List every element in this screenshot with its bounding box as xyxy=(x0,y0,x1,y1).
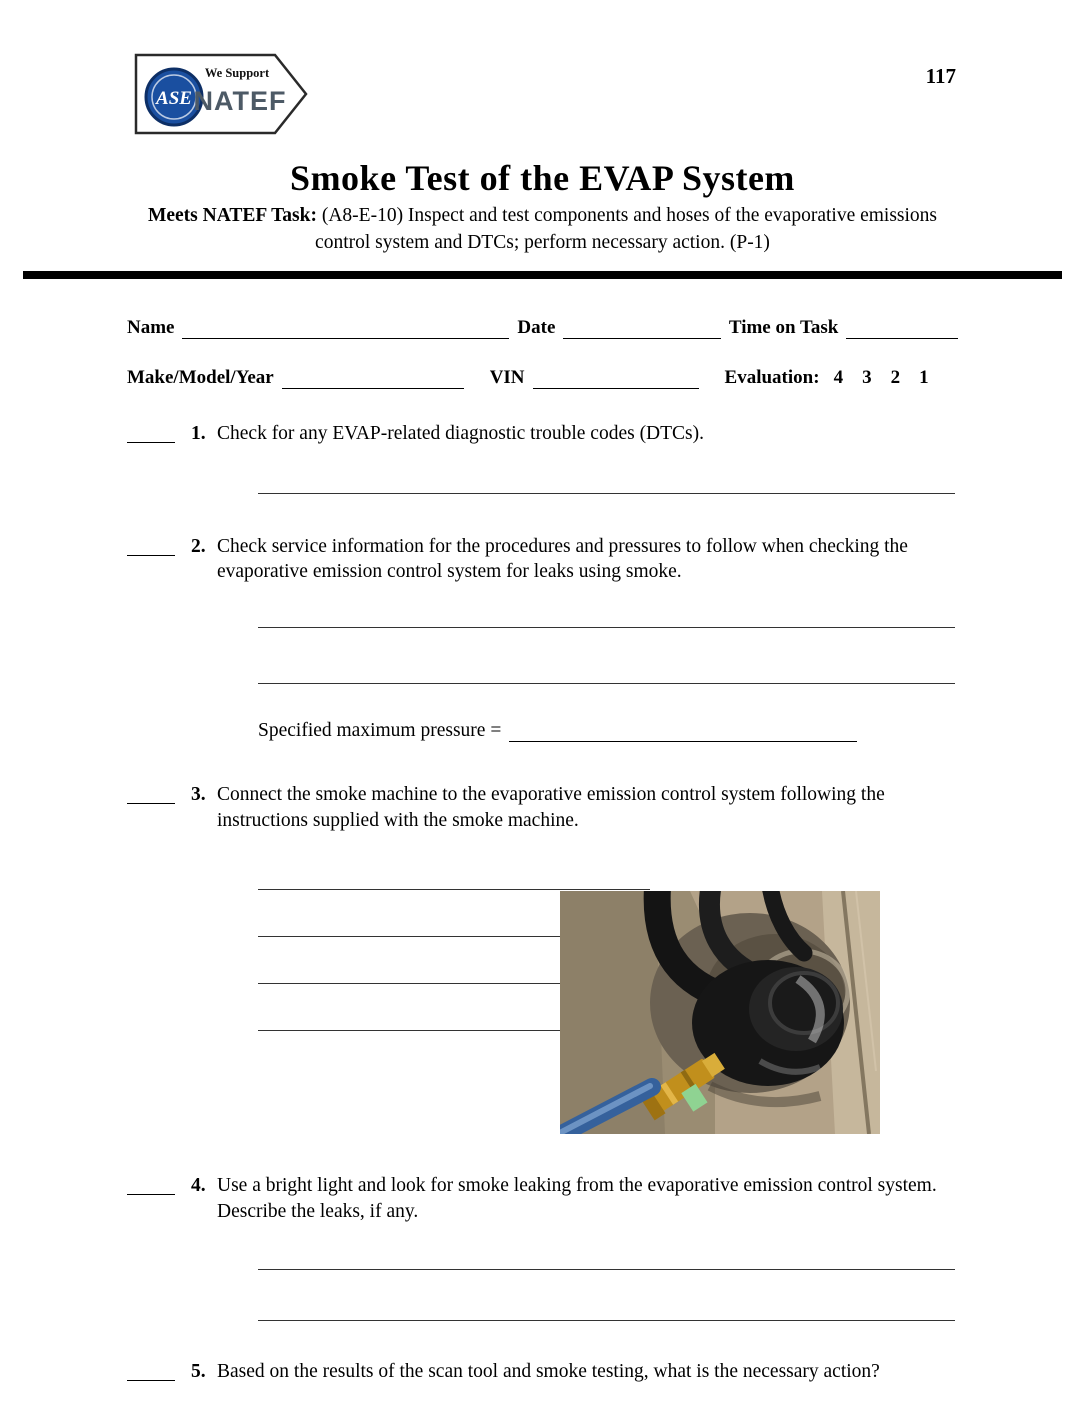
pressure-field-line xyxy=(509,722,857,742)
grade-blank-line xyxy=(127,421,175,443)
page-title: Smoke Test of the EVAP System xyxy=(290,158,795,198)
logo-brand-text: NATEF xyxy=(193,86,287,116)
time-on-task-field-line xyxy=(846,319,958,339)
item-3-answer-zone xyxy=(127,889,958,1149)
grade-blank-line xyxy=(127,1359,175,1381)
writing-line xyxy=(258,627,955,628)
writing-line xyxy=(258,1320,955,1321)
item-text: Check for any EVAP-related diagnostic trouble codes (DTCs). xyxy=(217,422,705,444)
evaluation-label: Evaluation: xyxy=(724,366,820,388)
task-item-3 xyxy=(127,782,958,833)
writing-line xyxy=(258,493,955,494)
task-item-1 xyxy=(127,421,958,447)
task-item-2 xyxy=(127,534,958,585)
item-number: 2. xyxy=(191,535,206,557)
task-item-5 xyxy=(127,1359,958,1385)
grade-blank-line xyxy=(127,534,175,556)
item-text: Based on the results of the scan tool and smoke testing, what is the necessary action? xyxy=(217,1360,880,1382)
name-field-line xyxy=(182,319,509,339)
evaluation-scale: 4 3 2 1 xyxy=(833,366,929,388)
logo-support-text: We Support xyxy=(204,66,270,80)
item-number: 1. xyxy=(191,422,206,444)
make-model-year-label: Make/Model/Year xyxy=(127,366,274,388)
page-number: 117 xyxy=(925,64,956,88)
date-field-line xyxy=(563,319,720,339)
task-label: Meets NATEF Task: xyxy=(147,205,317,226)
task-text: (A8-E-10) Inspect and test components and hoses of the evaporative emissions control system and DTCs; perform necessary action. (P-1) xyxy=(315,205,938,253)
form-row-vehicle xyxy=(127,367,958,389)
natef-logo-graphic xyxy=(133,52,311,136)
natef-logo xyxy=(133,52,311,141)
item-number: 4. xyxy=(191,1175,206,1197)
pressure-field xyxy=(258,720,958,742)
writing-line xyxy=(258,1269,955,1270)
vin-field-line xyxy=(533,369,699,389)
item-number: 3. xyxy=(191,784,206,806)
page-header xyxy=(127,0,958,141)
task-item-4 xyxy=(127,1173,958,1224)
grade-blank-line xyxy=(127,1173,175,1195)
item-text: Use a bright light and look for smoke leaking from the evaporative emission control system. Describe the leaks, if any. xyxy=(217,1175,937,1223)
form-row-identity xyxy=(127,317,958,339)
writing-line xyxy=(258,889,650,890)
grade-blank-line xyxy=(127,782,175,804)
item-number: 5. xyxy=(191,1360,206,1382)
divider-rule xyxy=(23,271,1062,279)
item-text: Check service information for the procedures and pressures to follow when checking the evaporative emission control system for leaks using smoke. xyxy=(217,535,908,583)
date-label: Date xyxy=(517,316,556,338)
evap-connection-photo-graphic xyxy=(560,891,880,1134)
time-on-task-label: Time on Task xyxy=(728,316,839,338)
ase-logo-text: ASE xyxy=(156,88,192,109)
pressure-label: Specified maximum pressure = xyxy=(258,720,502,742)
name-label: Name xyxy=(127,316,175,338)
photo-smoke-machine-connection xyxy=(560,891,880,1134)
task-description xyxy=(133,203,953,257)
writing-line xyxy=(258,683,955,684)
vin-label: VIN xyxy=(489,366,525,388)
item-text: Connect the smoke machine to the evaporative emission control system following the instructions supplied with the smoke machine. xyxy=(217,784,885,831)
make-model-year-field-line xyxy=(282,369,464,389)
